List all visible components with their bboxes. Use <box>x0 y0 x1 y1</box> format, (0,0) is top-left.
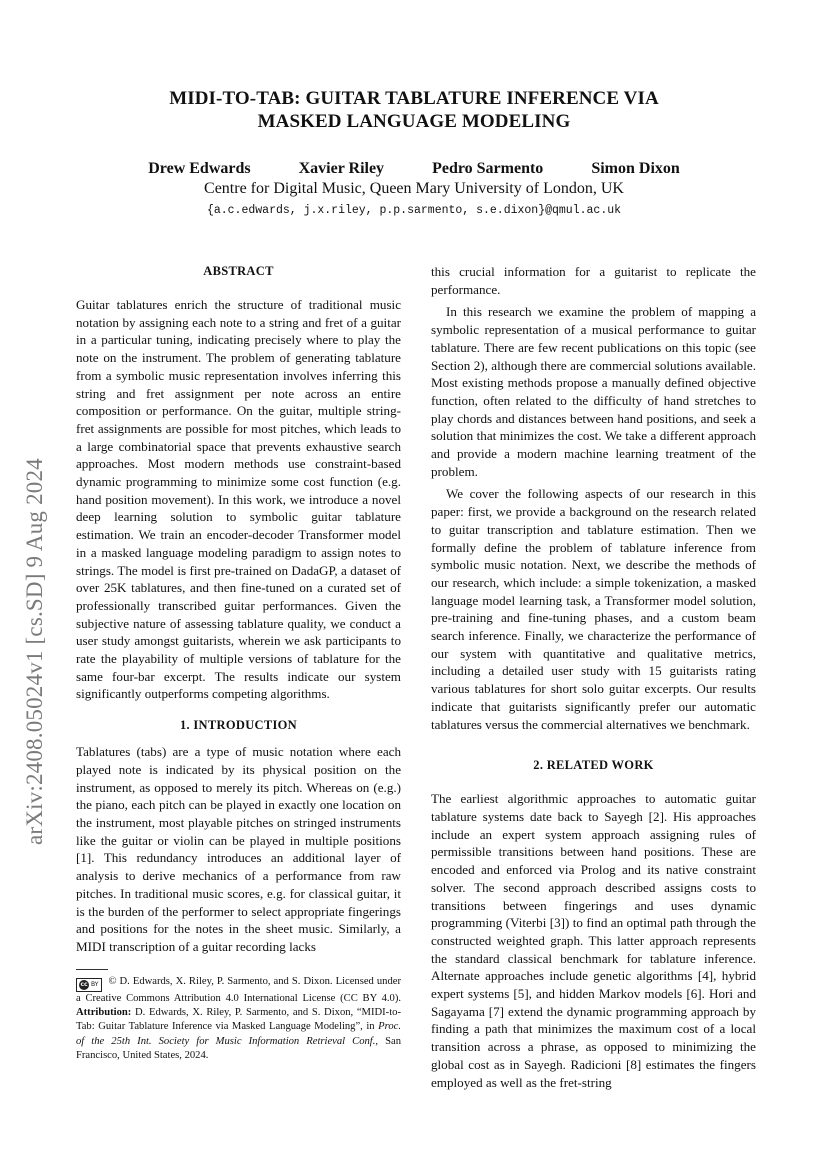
paper-title <box>120 87 708 133</box>
proceedings-name: Proc. of the 25th Int. Society for Music Information Retrieval Conf. <box>76 1021 401 1047</box>
license-footnote <box>76 975 401 1063</box>
cc-icon: cc <box>80 981 88 988</box>
abstract-text: Guitar tablatures enrich the structure of traditional music notation by assigning each note to a string and fret of a guitar in a particular tuning, indicating precisely where to play the note on the instrument. The problem of generating tablature from a symbolic music representation involves inferring this string and fret assignment per note across an entire composition or performance. On the guitar, multiple string-fret assignments are possible for most pitches, which leads to a large combinatorial space that prevents exhaustive search approaches. Most modern methods use constraint-based dynamic programming to minimize some cost function (e.g. hand position movement). In this work, we introduce a novel deep learning solution to symbolic guitar tablature estimation. We train an encoder-decoder Transformer model in a masked language modeling paradigm to assign notes to strings. The model is first pre-trained on DadaGP, a dataset of over 25K tablatures, and then fine-tuned on a curated set of professionally transcribed guitar performances. Given the subjective nature of assessing tablature quality, we conduct a user study amongst guitarists, wherein we ask participants to rate the playability of multiple versions of tablature for the same four-bar excerpt. The results indicate our system significantly outperforms competing algorithms. <box>76 297 401 702</box>
intro-paragraph-3: We cover the following aspects of our research in this paper: first, we provide a background on the research related to guitar transcription and tablature estimation. Then we formally define the problem of tablature inference from symbolic music notation. Next, we describe the methods of our research, which include: a simple tokenization, a masked language model learning task, a Transformer model solution, pre-training and fine-tuning phases, and a custom beam search inference. Finally, we characterize the performance of our system with quantitative and qualitative metrics, including a detailed user study with 15 guitarists rating various tablatures for short solo guitar excerpts. Our results indicate that guitarists significantly prefer our automatic tablatures versus the commercial alternatives we benchmark. <box>431 486 756 732</box>
author-name: Xavier Riley <box>298 160 385 177</box>
title-line-1: MIDI-TO-TAB: GUITAR TABLATURE INFERENCE VIA <box>169 88 659 109</box>
introduction-heading: 1. INTRODUCTION <box>179 718 297 733</box>
affiliation: Centre for Digital Music, Queen Mary University of London, UK <box>204 180 624 197</box>
arxiv-identifier: arXiv:2408.05024v1 [cs.SD] 9 Aug 2024 <box>22 458 47 845</box>
author-list <box>100 160 728 178</box>
author-name: Pedro Sarmento <box>432 160 544 177</box>
intro-paragraph-1: Tablatures (tabs) are a type of music notation where each played note is indicated by its physical position on the instrument, as opposed to merely its pitch. Whereas on (e.g.) the piano, each pitch can be played in exactly one location on the instrument, most playable pitches on stringed instruments like the guitar or violin can be played in multiple positions [1]. This redundancy introduces an additional layer of analysis to derive mechanics of a performance from raw pitches. In traditional music scores, e.g. for classical guitar, it is the burden of the performer to select appropriate fingerings and positions for the notes in the sheet music. Similarly, a MIDI transcription of a guitar recording lacks <box>76 744 401 954</box>
right-column <box>431 263 756 1091</box>
author-emails: {a.c.edwards, j.x.riley, p.p.sarmento, s.e.dixon}@qmul.ac.uk <box>206 204 622 217</box>
proceedings-location: , San Francisco, United States, 2024. <box>76 1035 401 1061</box>
left-column <box>76 263 401 956</box>
attribution-label: Attribution: <box>76 1007 132 1019</box>
intro-paragraph-1-continued: this crucial information for a guitarist to replicate the performance. <box>431 264 756 297</box>
title-line-2: MASKED LANGUAGE MODELING <box>257 111 571 132</box>
footnote-rule <box>76 969 108 970</box>
by-icon: BY <box>91 980 99 988</box>
cc-by-license-icon <box>76 978 102 992</box>
attribution-text: D. Edwards, X. Riley, P. Sarmento, and S. Dixon, “MIDI-to-Tab: Guitar Tablature Inference via Masked Language Modeling”, in <box>76 1007 401 1033</box>
related-work-paragraph-1: The earliest algorithmic approaches to automatic guitar tablature systems date back to Sayegh [2]. His approaches include an expert system approach assigning rules of permissible transitions between hand positions. These are encoded and enforced via Prolog and its native constraint solver. The second approach described assigns costs to transitions between fingerings and uses dynamic programming (Viterbi [3]) to find an optimal path through the constructed weighted graph. This latter approach represents the standard classical benchmark for tablature inference. Alternate approaches include genetic algorithms [4], hybrid expert systems [5], and hidden Markov models [6]. Hori and Sagayama [7] extend the dynamic programming approach by finding a path that minimizes the maximum cost of a local transition across a phrase, as opposed to minimizing the global cost as in Sayegh. Radicioni [8] estimates the fingers employed as well as the fret-string <box>431 791 756 1090</box>
intro-paragraph-2: In this research we examine the problem of mapping a symbolic representation of a musical performance to guitar tablature. There are few recent publications on this topic (see Section 2), although there are commercial solutions available. Most existing methods propose a manually defined objective function, often related to the difficulty of hand stretches to play chords and distances between hand positions, and seek a solution that minimizes the cost. We take a different approach and provide a modern machine learning treatment of the problem. <box>431 304 756 479</box>
related-work-heading: 2. RELATED WORK <box>533 758 654 773</box>
license-text: © D. Edwards, X. Riley, P. Sarmento, and S. Dixon. Licensed under a Creative Commons Attribution 4.0 International License (CC BY 4.0). <box>76 976 401 1004</box>
abstract-heading: ABSTRACT <box>203 264 274 278</box>
author-name: Simon Dixon <box>591 160 680 177</box>
author-name: Drew Edwards <box>148 160 251 177</box>
